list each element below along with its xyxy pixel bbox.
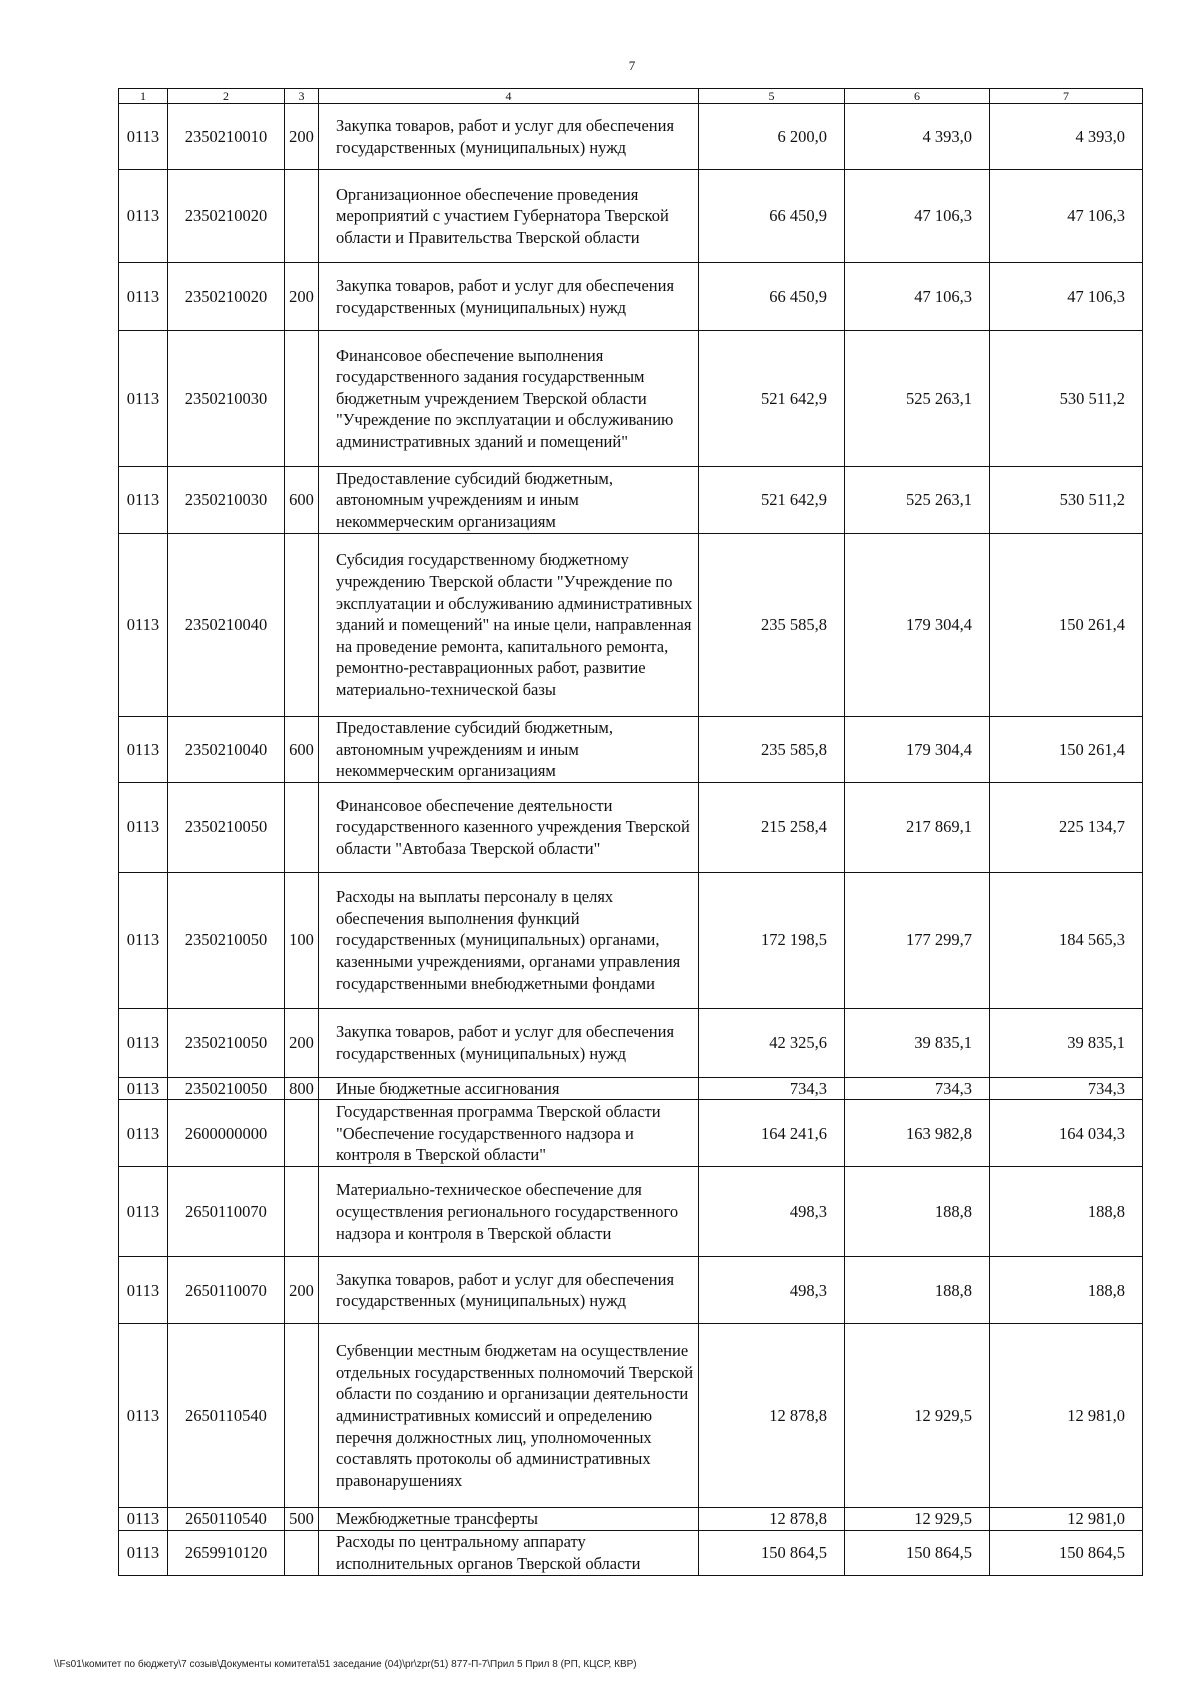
amount-col5-cell: 498,3 [699,1257,845,1324]
section-code-cell: 0113 [119,1530,168,1575]
amount-col5-cell: 498,3 [699,1167,845,1257]
amount-col6-cell: 163 982,8 [845,1100,990,1167]
target-article-code-cell: 2350210050 [168,872,285,1008]
section-code-cell: 0113 [119,1008,168,1077]
section-code-cell: 0113 [119,1257,168,1324]
target-article-code-cell: 2350210010 [168,104,285,170]
target-article-code-cell: 2350210050 [168,1008,285,1077]
expense-name-cell: Организационное обеспечение проведения мероприятий с участием Губернатора Тверской области и Правительства Тверской области [319,170,699,263]
amount-col7-cell: 184 565,3 [990,872,1143,1008]
expense-name-cell: Закупка товаров, работ и услуг для обеспечения государственных (муниципальных) нужд [319,263,699,331]
table-row [119,1167,1143,1257]
amount-col5-cell: 215 258,4 [699,782,845,872]
table-row [119,170,1143,263]
amount-col6-cell: 150 864,5 [845,1530,990,1575]
expense-type-code-cell: 500 [285,1508,319,1531]
expense-name-cell: Предоставление субсидий бюджетным, автономным учреждениям и иным некоммерческим организациям [319,467,699,534]
amount-col7-cell: 4 393,0 [990,104,1143,170]
expense-type-code-cell [285,1530,319,1575]
amount-col6-cell: 4 393,0 [845,104,990,170]
amount-col7-cell: 225 134,7 [990,782,1143,872]
target-article-code-cell: 2650110540 [168,1324,285,1508]
expense-name-cell: Закупка товаров, работ и услуг для обеспечения государственных (муниципальных) нужд [319,104,699,170]
target-article-code-cell: 2659910120 [168,1530,285,1575]
amount-col5-cell: 164 241,6 [699,1100,845,1167]
amount-col5-cell: 172 198,5 [699,872,845,1008]
section-code-cell: 0113 [119,872,168,1008]
amount-col5-cell: 12 878,8 [699,1324,845,1508]
column-number-header [119,89,1143,104]
amount-col6-cell: 12 929,5 [845,1508,990,1531]
budget-table [118,88,1143,1576]
amount-col7-cell: 47 106,3 [990,170,1143,263]
expense-type-code-cell [285,170,319,263]
amount-col5-cell: 66 450,9 [699,263,845,331]
section-code-cell: 0113 [119,104,168,170]
section-code-cell: 0113 [119,1077,168,1100]
table-row [119,467,1143,534]
amount-col6-cell: 177 299,7 [845,872,990,1008]
section-code-cell: 0113 [119,1167,168,1257]
table-row [119,534,1143,717]
target-article-code-cell: 2600000000 [168,1100,285,1167]
amount-col6-cell: 12 929,5 [845,1324,990,1508]
amount-col5-cell: 42 325,6 [699,1008,845,1077]
expense-name-cell: Субвенции местным бюджетам на осуществление отдельных государственных полномочий Тверской области по созданию и организации деятельности административных комиссий и определению перечня должностных лиц, уполномоченных составлять протоколы об административных правонарушениях [319,1324,699,1508]
table-row [119,263,1143,331]
amount-col7-cell: 530 511,2 [990,467,1143,534]
expense-type-code-cell [285,1167,319,1257]
amount-col5-cell: 734,3 [699,1077,845,1100]
amount-col7-cell: 12 981,0 [990,1508,1143,1531]
section-code-cell: 0113 [119,534,168,717]
column-number: 3 [285,89,319,104]
amount-col6-cell: 525 263,1 [845,331,990,467]
expense-name-cell: Расходы по центральному аппарату исполнительных органов Тверской области [319,1530,699,1575]
expense-type-code-cell [285,782,319,872]
expense-type-code-cell: 200 [285,1257,319,1324]
expense-type-code-cell: 200 [285,263,319,331]
amount-col7-cell: 150 864,5 [990,1530,1143,1575]
section-code-cell: 0113 [119,263,168,331]
column-number: 7 [990,89,1143,104]
expense-type-code-cell: 600 [285,717,319,783]
amount-col5-cell: 12 878,8 [699,1508,845,1531]
table-row [119,1077,1143,1100]
target-article-code-cell: 2350210020 [168,263,285,331]
amount-col6-cell: 179 304,4 [845,534,990,717]
target-article-code-cell: 2650110070 [168,1257,285,1324]
amount-col5-cell: 235 585,8 [699,717,845,783]
column-number: 4 [319,89,699,104]
amount-col7-cell: 150 261,4 [990,717,1143,783]
table-row [119,782,1143,872]
section-code-cell: 0113 [119,717,168,783]
footer-file-path: \\Fs01\комитет по бюджету\7 созыв\Документы комитета\51 заседание (04)\pr\zpr(51) 877-П-7\Прил 5 Прил 8 (РП, КЦСР, КВР) [54,1659,637,1670]
target-article-code-cell: 2650110070 [168,1167,285,1257]
expense-type-code-cell: 100 [285,872,319,1008]
table-row [119,104,1143,170]
expense-name-cell: Государственная программа Тверской области "Обеспечение государственного надзора и контроля в Тверской области" [319,1100,699,1167]
amount-col6-cell: 188,8 [845,1167,990,1257]
amount-col7-cell: 188,8 [990,1257,1143,1324]
table-row [119,1530,1143,1575]
expense-type-code-cell [285,331,319,467]
page-number: 7 [628,58,636,73]
amount-col6-cell: 179 304,4 [845,717,990,783]
amount-col7-cell: 164 034,3 [990,1100,1143,1167]
amount-col5-cell: 66 450,9 [699,170,845,263]
target-article-code-cell: 2350210030 [168,467,285,534]
target-article-code-cell: 2350210050 [168,1077,285,1100]
section-code-cell: 0113 [119,331,168,467]
section-code-cell: 0113 [119,1100,168,1167]
table-row [119,1257,1143,1324]
expense-name-cell: Закупка товаров, работ и услуг для обеспечения государственных (муниципальных) нужд [319,1008,699,1077]
amount-col6-cell: 47 106,3 [845,263,990,331]
column-number: 1 [119,89,168,104]
section-code-cell: 0113 [119,782,168,872]
amount-col7-cell: 734,3 [990,1077,1143,1100]
expense-type-code-cell: 200 [285,104,319,170]
expense-type-code-cell: 600 [285,467,319,534]
amount-col7-cell: 530 511,2 [990,331,1143,467]
column-number: 2 [168,89,285,104]
expense-name-cell: Закупка товаров, работ и услуг для обеспечения государственных (муниципальных) нужд [319,1257,699,1324]
table-row [119,1008,1143,1077]
amount-col6-cell: 525 263,1 [845,467,990,534]
section-code-cell: 0113 [119,1508,168,1531]
amount-col7-cell: 188,8 [990,1167,1143,1257]
amount-col7-cell: 39 835,1 [990,1008,1143,1077]
expense-name-cell: Финансовое обеспечение выполнения государственного задания государственным бюджетным учреждением Тверской области "Учреждение по эксплуатации и обслуживанию административных зданий и помещений" [319,331,699,467]
table-row [119,331,1143,467]
amount-col5-cell: 235 585,8 [699,534,845,717]
expense-name-cell: Межбюджетные трансферты [319,1508,699,1531]
amount-col5-cell: 6 200,0 [699,104,845,170]
section-code-cell: 0113 [119,170,168,263]
amount-col7-cell: 12 981,0 [990,1324,1143,1508]
expense-name-cell: Материально-техническое обеспечение для осуществления регионального государственного надзора и контроля в Тверской области [319,1167,699,1257]
table-row [119,1100,1143,1167]
column-number: 5 [699,89,845,104]
expense-type-code-cell [285,534,319,717]
expense-name-cell: Финансовое обеспечение деятельности государственного казенного учреждения Тверской области "Автобаза Тверской области" [319,782,699,872]
amount-col7-cell: 150 261,4 [990,534,1143,717]
amount-col6-cell: 39 835,1 [845,1008,990,1077]
table-row [119,872,1143,1008]
amount-col6-cell: 734,3 [845,1077,990,1100]
table-row [119,1508,1143,1531]
target-article-code-cell: 2650110540 [168,1508,285,1531]
amount-col5-cell: 150 864,5 [699,1530,845,1575]
section-code-cell: 0113 [119,467,168,534]
target-article-code-cell: 2350210040 [168,534,285,717]
expense-type-code-cell: 200 [285,1008,319,1077]
expense-name-cell: Предоставление субсидий бюджетным, автономным учреждениям и иным некоммерческим организациям [319,717,699,783]
table-row [119,717,1143,783]
expense-type-code-cell [285,1324,319,1508]
expense-name-cell: Субсидия государственному бюджетному учреждению Тверской области "Учреждение по эксплуатации и обслуживанию административных зданий и помещений" на иные цели, направленная на проведение ремонта, капитального ремонта, ремонтно-реставрационных работ, развитие материально-технической базы [319,534,699,717]
expense-name-cell: Иные бюджетные ассигнования [319,1077,699,1100]
target-article-code-cell: 2350210030 [168,331,285,467]
amount-col5-cell: 521 642,9 [699,331,845,467]
column-number: 6 [845,89,990,104]
amount-col6-cell: 47 106,3 [845,170,990,263]
target-article-code-cell: 2350210040 [168,717,285,783]
target-article-code-cell: 2350210050 [168,782,285,872]
target-article-code-cell: 2350210020 [168,170,285,263]
amount-col5-cell: 521 642,9 [699,467,845,534]
table-row [119,1324,1143,1508]
amount-col6-cell: 217 869,1 [845,782,990,872]
section-code-cell: 0113 [119,1324,168,1508]
amount-col7-cell: 47 106,3 [990,263,1143,331]
expense-name-cell: Расходы на выплаты персоналу в целях обеспечения выполнения функций государственных (муниципальных) органами, казенными учреждениями, органами управления государственными внебюджетными фондами [319,872,699,1008]
expense-type-code-cell: 800 [285,1077,319,1100]
expense-type-code-cell [285,1100,319,1167]
amount-col6-cell: 188,8 [845,1257,990,1324]
